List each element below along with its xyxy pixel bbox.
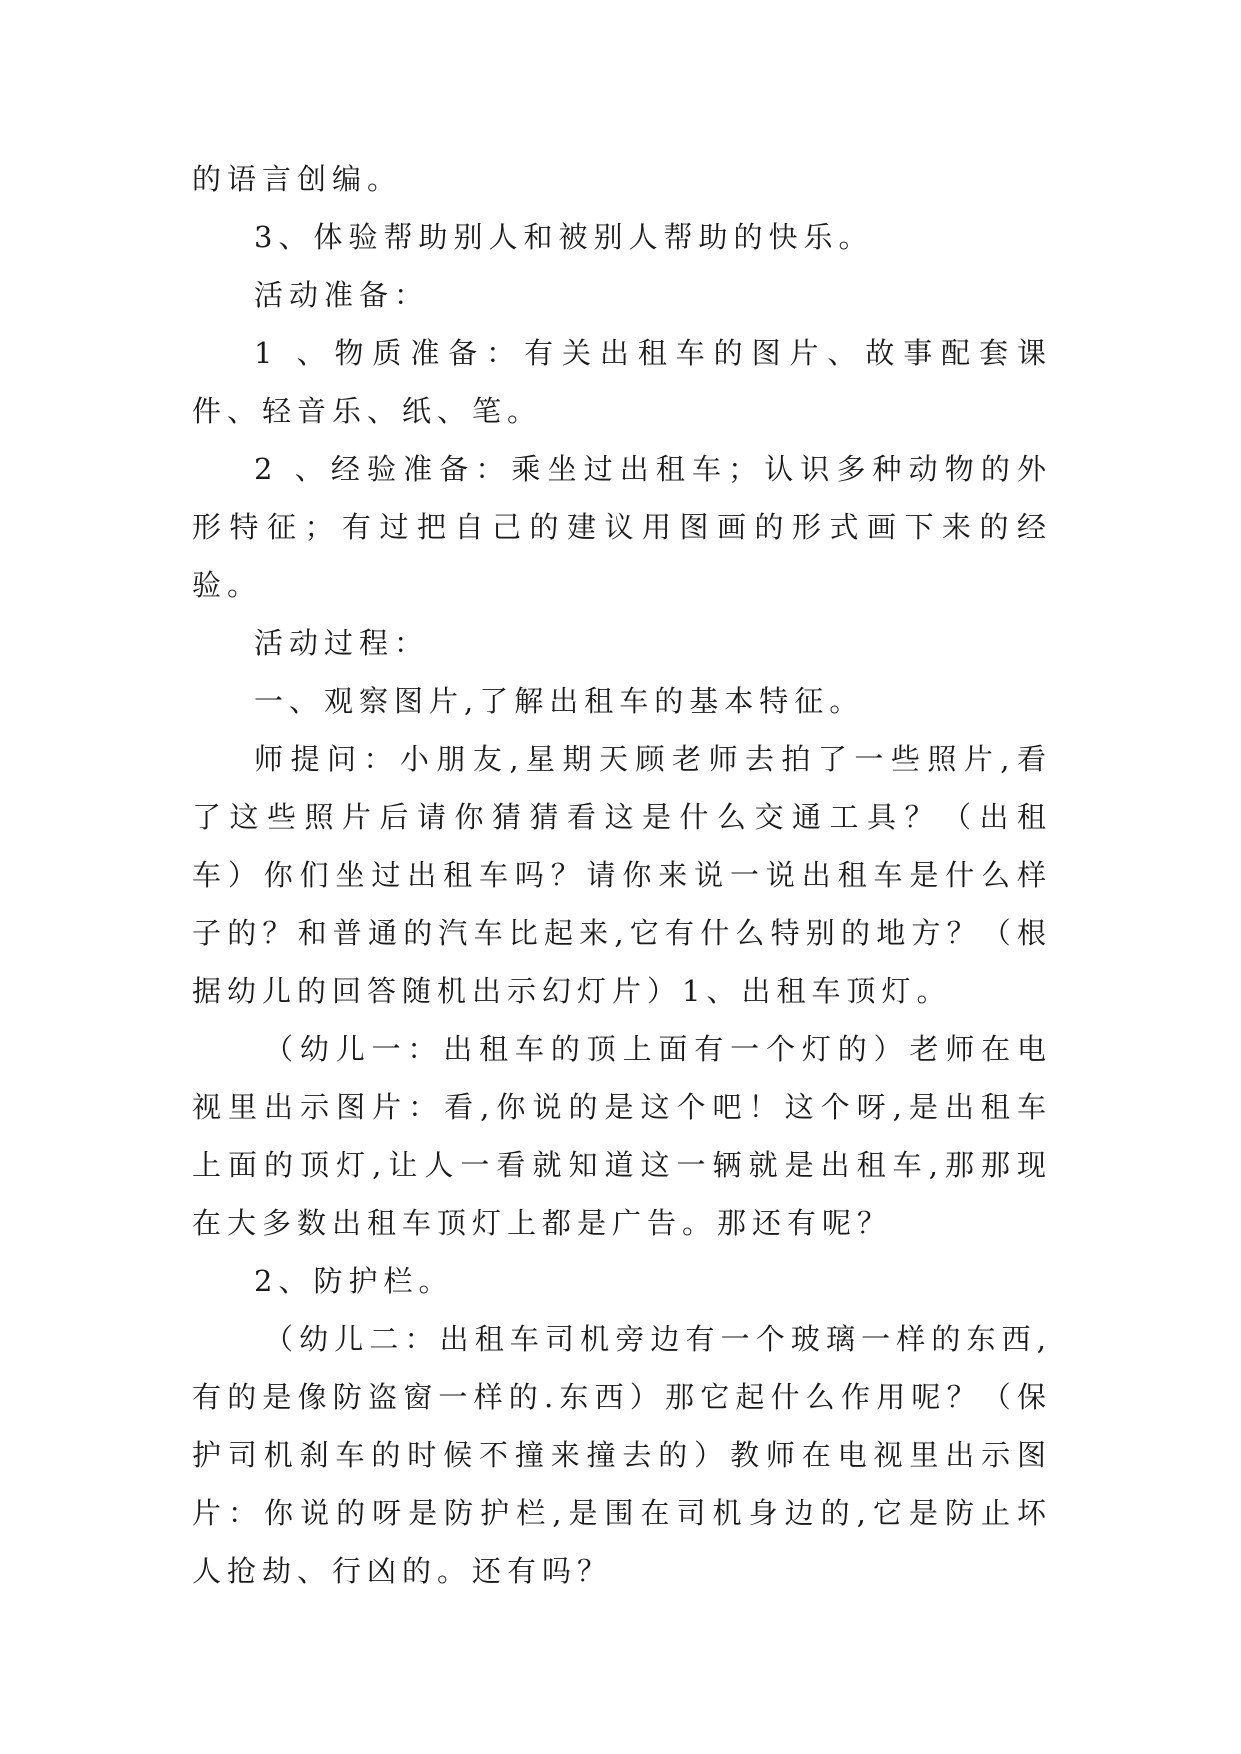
paragraph-9: （幼儿一：出租车的顶上面有一个灯的）老师在电视里出示图片：看,你说的是这个吧！这个呀,是出租车上面的顶灯,让人一看就知道这一辆就是出租车,那那现在大多数出租车顶灯上都是广告。那还有呢？ [192, 1032, 1052, 1240]
paragraph-11: （幼儿二：出租车司机旁边有一个玻璃一样的东西,有的是像防盗窗一样的.东西）那它起什么作用呢？（保护司机刹车的时候不撞来撞去的）教师在电视里出示图片：你说的呀是防护栏,是围在司机身边的,它是防止坏人抢劫、行凶的。还有吗？ [192, 1322, 1052, 1588]
paragraph-1: 的语言创编。 [192, 162, 403, 196]
document-body [192, 150, 1052, 1600]
paragraph-6: 活动过程： [254, 626, 430, 660]
paragraph-2: 3、体验帮助别人和被别人帮助的快乐。 [254, 220, 874, 254]
paragraph-4: 1 、物质准备：有关出租车的图片、故事配套课件、轻音乐、纸、笔。 [192, 336, 1052, 428]
paragraph-5: 2 、经验准备：乘坐过出租车；认识多种动物的外形特征；有过把自己的建议用图画的形式画下来的经验。 [192, 452, 1052, 602]
paragraph-10: 2、防护栏。 [254, 1264, 454, 1298]
paragraph-7: 一、观察图片,了解出租车的基本特征。 [254, 684, 865, 718]
paragraph-8: 师提问：小朋友,星期天顾老师去拍了一些照片,看了这些照片后请你猜猜看这是什么交通工具？（出租车）你们坐过出租车吗？请你来说一说出租车是什么样子的？和普通的汽车比起来,它有什么特别的地方？（根据幼儿的回答随机出示幻灯片）1、出租车顶灯。 [192, 742, 1052, 1008]
paragraph-3: 活动准备： [254, 278, 430, 312]
